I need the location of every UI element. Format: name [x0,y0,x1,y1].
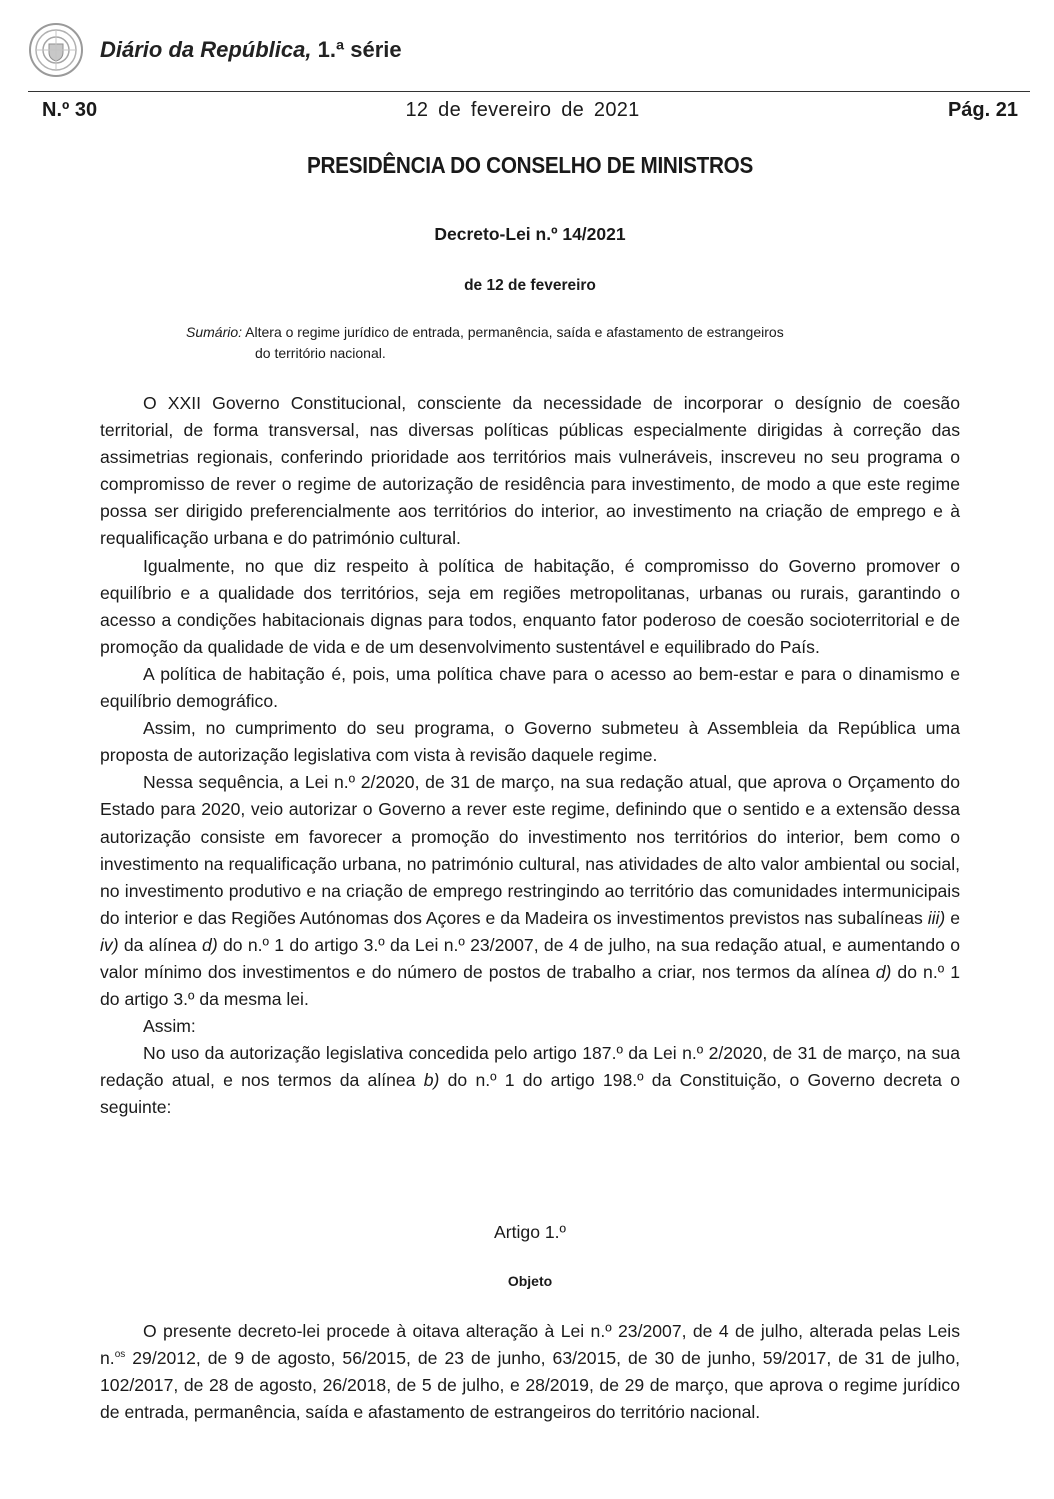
article-body [100,1318,960,1426]
article-paragraph-1 [100,1318,960,1426]
issue-number: N.º 30 [42,98,98,121]
header-divider [28,91,1030,92]
summary-block [186,322,886,364]
text-run: No uso da autorização legislativa concedida pelo artigo 187.º da Lei n.º 2/2020, de 31 de março, na sua redação atual, e nos termos da alínea [100,1043,960,1091]
preamble-paragraph-5 [100,769,960,1013]
article-number: Artigo 1.º [494,1222,566,1242]
text-run: do n.º 1 do artigo 3.º da mesma lei. [100,961,960,1010]
page-number: Pág. 21 [947,98,1018,121]
preamble-paragraph-7 [100,1040,960,1121]
preamble [100,390,960,1122]
summary-line-1 [186,322,886,343]
italic-run: d) [202,934,218,955]
summary-text-1: Altera o regime jurídico de entrada, permanência, saída e afastamento de estrangeiros [245,324,784,340]
summary-text-2: do território nacional. [255,345,386,361]
decree-date: de 12 de fevereiro [464,277,596,294]
issue-date: 12 de fevereiro de 2021 [405,98,640,121]
text-run: do n.º 1 do artigo 198.º da Constituição, o Governo decreta o seguinte: [100,1070,960,1118]
ministry-heading: PRESIDÊNCIA DO CONSELHO DE MINISTROS [306,152,754,178]
text-run: da alínea [118,934,203,955]
preamble-paragraph-6: Assim: [143,1016,196,1037]
journal-name: Diário da República, [100,37,312,62]
italic-run: d) [875,961,892,982]
text-run: O presente decreto-lei procede à oitava alteração à Lei n.º 23/2007, de 4 de julho, alterada pelas Leis n. [100,1321,960,1369]
superscript-run: os [114,1349,126,1361]
article-title: Objeto [507,1273,553,1289]
text-run: Nessa sequência, a Lei n.º 2/2020, de 31 de março, na sua redação atual, que aprova o Orçamento do Estado para 2020, veio autorizar o Governo a rever este regime, definindo que o sentido e a extensão dessa autorização consiste em favorecer a promoção do investimento nos territórios do interior, bem como o investimento na requalificação urbana, no património cultural, nas atividades de alto valor ambiental ou social, no investimento produtivo e na criação de emprego restringindo ao território das comunidades intermunicipais do interior e das Regiões Autónomas dos Açores e da Madeira os investimentos previstos nas subalíneas [100,772,960,928]
italic-run: b) [423,1070,440,1091]
decree-title: Decreto-Lei n.º 14/2021 [434,224,626,244]
italic-run: iv) [100,934,119,955]
republic-seal-icon [28,22,84,78]
preamble-paragraph-3: A política de habitação é, pois, uma política chave para o acesso ao bem-estar e para o dinamismo e equilíbrio demográfico. [100,663,960,712]
text-run: e [945,907,960,928]
preamble-paragraph-1: O XXII Governo Constitucional, consciente da necessidade de incorporar o desígnio de coesão territorial, de forma transversal, nas diversas políticas públicas especialmente dirigidas à correção das assimetrias regionais, conferindo prioridade aos territórios mais vulneráveis, inscreveu no seu programa o compromisso de rever o regime de autorização de residência para investimento, de modo a que este regime possa ser dirigido preferencialmente aos territórios do interior, ao investimento na criação de emprego e à requalificação urbana e do património cultural. [100,393,960,549]
summary-label: Sumário: [186,324,243,340]
text-run: do n.º 1 do artigo 3.º da Lei n.º 23/2007, de 4 de julho, na sua redação atual, e aumentando o valor mínimo dos investimentos e do número de postos de trabalho a criar, nos termos da alínea [100,934,960,982]
italic-run: iii) [927,907,946,928]
journal-title [100,37,402,63]
journal-series: 1.ª série [317,37,402,62]
issue-info-row [42,96,1018,124]
text-run: 29/2012, de 9 de agosto, 56/2015, de 23 de junho, 63/2015, de 30 de junho, 59/2017, de 31 de julho, 102/2017, de 28 de agosto, 26/2018, de 5 de julho, e 28/2019, de 29 de março, que aprova o regime jurídico de entrada, permanência, saída e afastamento de estrangeiros do território nacional. [100,1348,960,1423]
preamble-paragraph-4: Assim, no cumprimento do seu programa, o Governo submeteu à Assembleia da República uma proposta de autorização legislativa com vista à revisão daquele regime. [100,718,960,766]
masthead [28,22,402,78]
preamble-paragraph-2: Igualmente, no que diz respeito à política de habitação, é compromisso do Governo promover o equilíbrio e a qualidade dos territórios, seja em regiões metropolitanas, urbanas ou rurais, garantindo o acesso a condições habitacionais dignas para todos, enquanto fator poderoso de coesão socioterritorial e de promoção da qualidade de vida e de um desenvolvimento sustentável e equilibrado do País. [100,555,960,657]
